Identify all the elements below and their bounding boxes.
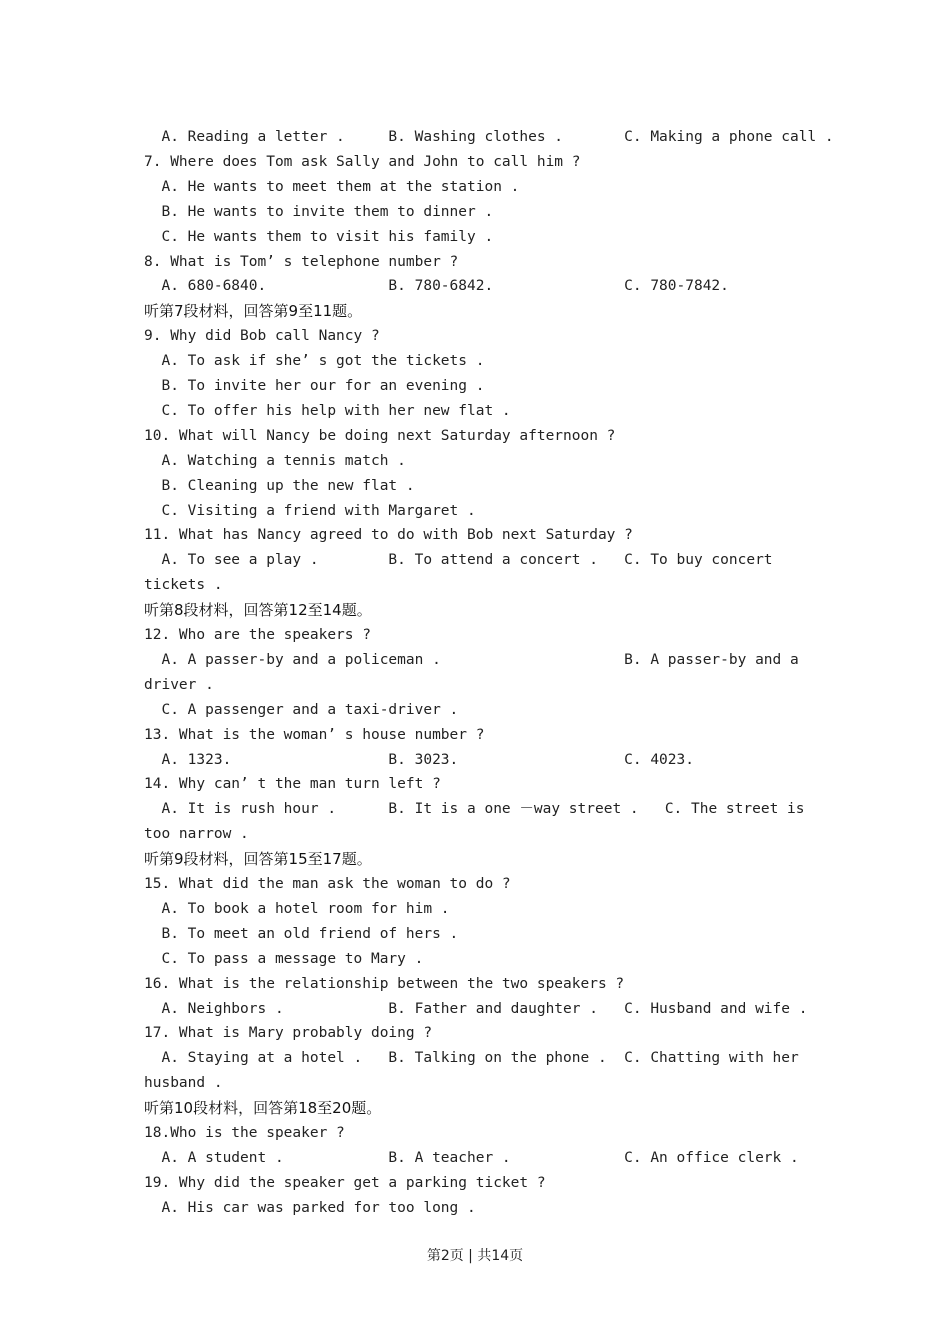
question-line: 18.Who is the speaker ? <box>144 1125 345 1141</box>
question-line: B. To invite her our for an evening . <box>144 378 485 394</box>
question-line: A. 680-6840. B. 780-6842. C. 780-7842. <box>144 278 729 295</box>
section-heading: 听第10段材料，回答第18至20题。 <box>144 1099 382 1118</box>
question-line: B. He wants to invite them to dinner . <box>144 203 494 220</box>
question-line: 17. What is Mary probably doing ? <box>144 1025 433 1042</box>
question-line: A. A student . B. A teacher . C. An office clerk . <box>144 1149 799 1166</box>
section-heading: 听第9段材料，回答第15至17题。 <box>144 850 372 869</box>
question-line: 15. What did the man ask the woman to do ? <box>144 876 511 892</box>
question-line: A. He wants to meet them at the station . <box>144 178 520 195</box>
question-line: A. To see a play . B. To attend a concert . C. To buy concert <box>144 552 773 569</box>
question-line: 13. What is the woman’ s house number ? <box>144 726 485 743</box>
question-line: 14. Why can’ t the man turn left ? <box>144 776 441 793</box>
question-line: A. Neighbors . B. Father and daughter . C. Husband and wife . <box>144 1000 808 1017</box>
question-line: 8. What is Tom’ s telephone number ? <box>144 253 459 270</box>
question-line: C. Visiting a friend with Margaret . <box>144 502 476 519</box>
question-line: too narrow . <box>144 826 249 843</box>
question-line: 16. What is the relationship between the two speakers ? <box>144 975 625 992</box>
question-line: driver . <box>144 676 214 693</box>
question-line: A. Watching a tennis match . <box>144 452 406 469</box>
question-line: A. To book a hotel room for him . <box>144 900 450 917</box>
question-line: 11. What has Nancy agreed to do with Bob next Saturday ? <box>144 527 633 544</box>
question-line: C. To pass a message to Mary . <box>144 950 424 967</box>
question-line: A. It is rush hour . B. It is a one －way street . C. The street is <box>144 801 805 818</box>
question-line: husband . <box>144 1075 223 1092</box>
question-line: C. A passenger and a taxi-driver . <box>144 701 459 718</box>
question-line: B. To meet an old friend of hers . <box>144 925 459 942</box>
question-line: 7. Where does Tom ask Sally and John to call him ? <box>144 153 581 170</box>
question-line: 10. What will Nancy be doing next Saturday afternoon ? <box>144 427 616 444</box>
question-line: 12. Who are the speakers ? <box>144 627 371 643</box>
question-line: 9. Why did Bob call Nancy ? <box>144 328 380 345</box>
question-line: C. He wants them to visit his family . <box>144 228 494 245</box>
section-heading: 听第8段材料，回答第12至14题。 <box>144 601 372 620</box>
question-line: C. To offer his help with her new flat . <box>144 402 511 419</box>
question-line: A. Reading a letter . B. Washing clothes . C. Making a phone call . <box>144 129 834 145</box>
question-line: A. A passer-by and a policeman . B. A passer-by and a <box>144 651 799 668</box>
question-line: A. 1323. B. 3023. C. 4023. <box>144 751 694 768</box>
section-heading: 听第7段材料，回答第9至11题。 <box>144 302 363 321</box>
question-line: A. His car was parked for too long . <box>144 1199 476 1216</box>
question-line: A. To ask if she’ s got the tickets . <box>144 353 485 370</box>
question-line: B. Cleaning up the new flat . <box>144 477 415 494</box>
question-line: 19. Why did the speaker get a parking ticket ? <box>144 1174 546 1191</box>
question-line: tickets . <box>144 577 223 594</box>
page-footer: 第2页 | 共14页 <box>426 1248 524 1264</box>
question-line: A. Staying at a hotel . B. Talking on the phone . C. Chatting with her <box>144 1050 799 1067</box>
